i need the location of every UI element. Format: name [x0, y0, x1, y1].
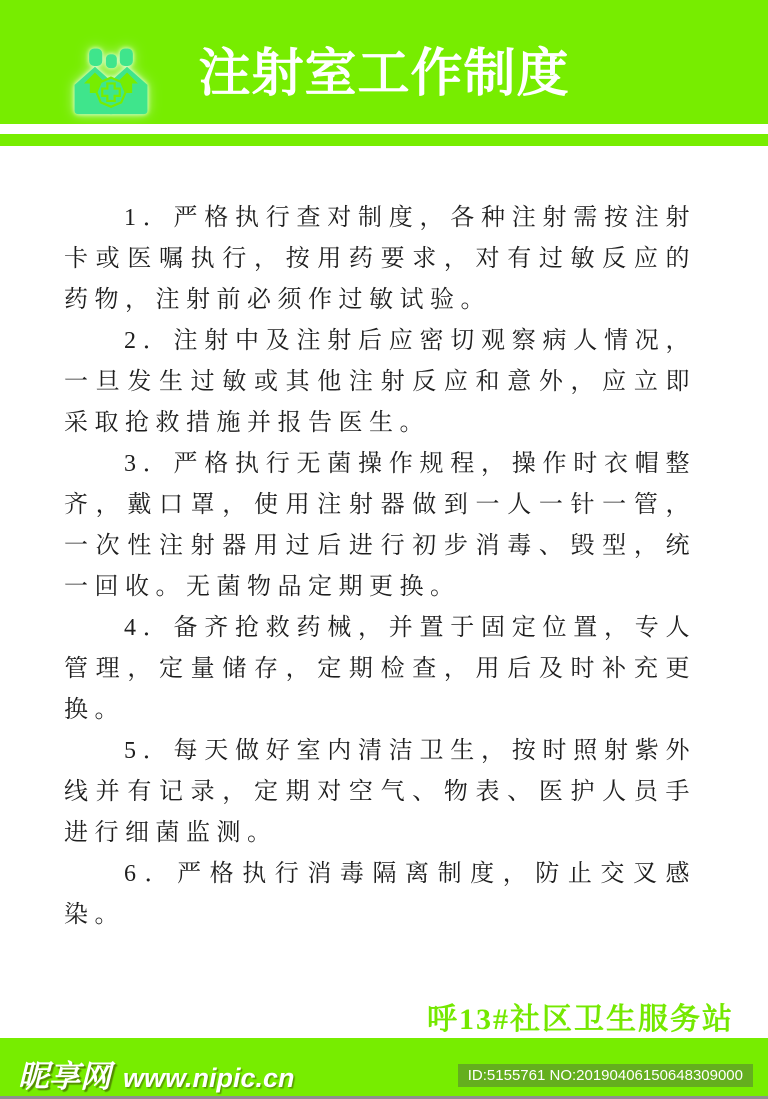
- nipic-site-name: 昵享网: [18, 1058, 111, 1094]
- page-title: 注射室工作制度: [198, 44, 570, 103]
- rule-item-6: 6．严格执行消毒隔离制度，防止交叉感染。: [64, 861, 696, 928]
- document-body: [0, 146, 768, 1038]
- header-white-gap: [0, 124, 768, 134]
- page-header: [0, 0, 768, 124]
- rule-item-1: 1．严格执行查对制度，各种注射需按注射卡或医嘱执行，按用药要求，对有过敏反应的药物，注射前必须作过敏试验。: [64, 205, 696, 313]
- station-signature: 呼13#社区卫生服务站: [427, 1003, 734, 1036]
- nipic-site-url: www.nipic.cn: [123, 1062, 295, 1093]
- image-id-badge: ID:5155761 NO:20190406150648309000: [458, 1064, 753, 1087]
- rules-list: [0, 198, 768, 936]
- rule-item-2: 2．注射中及注射后应密切观察病人情况，一旦发生过敏或其他注射反应和意外，应立即采取抢救措施并报告医生。: [64, 328, 696, 436]
- rule-item-5: 5．每天做好室内清洁卫生，按时照射紫外线并有记录，定期对空气、物表、医护人员手进行细菌监测。: [64, 738, 696, 846]
- watermark-bar: [0, 1038, 768, 1099]
- nipic-logo: [18, 1051, 295, 1096]
- header-green-stripe: [0, 134, 768, 146]
- rule-item-3: 3．严格执行无菌操作规程，操作时衣帽整齐，戴口罩，使用注射器做到一人一针一管，一次性注射器用过后进行初步消毒、毁型，统一回收。无菌物品定期更换。: [64, 451, 696, 600]
- rule-item-4: 4．备齐抢救药械，并置于固定位置，专人管理，定量储存，定期检查，用后及时补充更换。: [64, 615, 696, 723]
- community-health-station-icon: [73, 47, 149, 117]
